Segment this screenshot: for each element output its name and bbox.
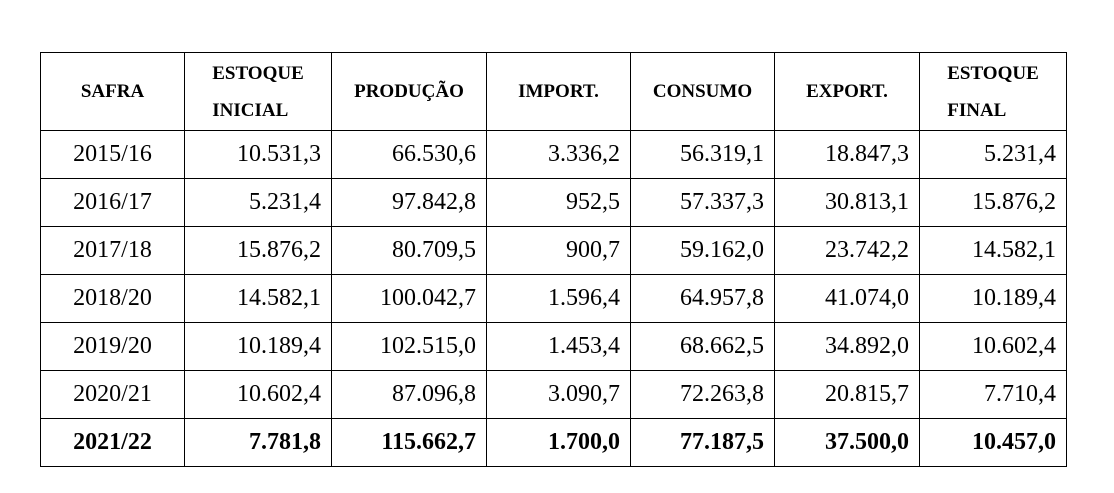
table-row	[41, 275, 1067, 323]
cell-estoque-final: 10.189,4	[920, 275, 1067, 323]
cell-export: 20.815,7	[775, 371, 920, 419]
cell-estoque-final: 15.876,2	[920, 179, 1067, 227]
header-estoque-inicial-line1: ESTOQUE	[212, 62, 304, 84]
cell-estoque-final: 10.457,0	[920, 419, 1067, 467]
cell-safra: 2021/22	[41, 419, 185, 467]
table-row	[41, 179, 1067, 227]
cell-export: 37.500,0	[775, 419, 920, 467]
cell-estoque-inicial: 5.231,4	[185, 179, 332, 227]
header-producao: PRODUÇÃO	[332, 53, 487, 131]
cell-import: 3.336,2	[487, 131, 631, 179]
cell-estoque-final: 5.231,4	[920, 131, 1067, 179]
cell-consumo: 68.662,5	[631, 323, 775, 371]
cell-estoque-inicial: 15.876,2	[185, 227, 332, 275]
cell-import: 900,7	[487, 227, 631, 275]
header-estoque-inicial-line2: INICIAL	[212, 99, 289, 121]
table-row	[41, 323, 1067, 371]
header-estoque-inicial	[185, 53, 332, 131]
table-row	[41, 371, 1067, 419]
header-import: IMPORT.	[487, 53, 631, 131]
cell-safra: 2019/20	[41, 323, 185, 371]
cell-import: 1.596,4	[487, 275, 631, 323]
header-export: EXPORT.	[775, 53, 920, 131]
cell-safra: 2015/16	[41, 131, 185, 179]
cell-safra: 2016/17	[41, 179, 185, 227]
cell-estoque-final: 14.582,1	[920, 227, 1067, 275]
cell-consumo: 77.187,5	[631, 419, 775, 467]
cell-safra: 2020/21	[41, 371, 185, 419]
table-row	[41, 131, 1067, 179]
cell-export: 30.813,1	[775, 179, 920, 227]
cell-consumo: 64.957,8	[631, 275, 775, 323]
cell-estoque-inicial: 10.189,4	[185, 323, 332, 371]
header-consumo: CONSUMO	[631, 53, 775, 131]
cell-producao: 80.709,5	[332, 227, 487, 275]
table-row-highlighted	[41, 419, 1067, 467]
header-estoque-final	[920, 53, 1067, 131]
cell-consumo: 72.263,8	[631, 371, 775, 419]
header-estoque-final-line2: FINAL	[947, 99, 1007, 121]
cell-producao: 102.515,0	[332, 323, 487, 371]
cell-export: 23.742,2	[775, 227, 920, 275]
cell-producao: 87.096,8	[332, 371, 487, 419]
cell-safra: 2017/18	[41, 227, 185, 275]
header-safra: SAFRA	[41, 53, 185, 131]
cell-consumo: 57.337,3	[631, 179, 775, 227]
cell-import: 1.453,4	[487, 323, 631, 371]
header-row	[41, 53, 1067, 131]
cell-estoque-final: 7.710,4	[920, 371, 1067, 419]
cell-safra: 2018/20	[41, 275, 185, 323]
cell-producao: 97.842,8	[332, 179, 487, 227]
cell-estoque-inicial: 7.781,8	[185, 419, 332, 467]
cell-export: 18.847,3	[775, 131, 920, 179]
cell-export: 41.074,0	[775, 275, 920, 323]
cell-producao: 66.530,6	[332, 131, 487, 179]
cell-estoque-inicial: 14.582,1	[185, 275, 332, 323]
header-estoque-final-line1: ESTOQUE	[947, 62, 1039, 84]
cell-estoque-inicial: 10.602,4	[185, 371, 332, 419]
cell-import: 3.090,7	[487, 371, 631, 419]
cell-producao: 100.042,7	[332, 275, 487, 323]
cell-consumo: 59.162,0	[631, 227, 775, 275]
table-row	[41, 227, 1067, 275]
cell-export: 34.892,0	[775, 323, 920, 371]
cell-estoque-final: 10.602,4	[920, 323, 1067, 371]
cell-import: 952,5	[487, 179, 631, 227]
cell-import: 1.700,0	[487, 419, 631, 467]
cell-producao: 115.662,7	[332, 419, 487, 467]
cell-consumo: 56.319,1	[631, 131, 775, 179]
supply-demand-table	[40, 52, 1067, 467]
cell-estoque-inicial: 10.531,3	[185, 131, 332, 179]
